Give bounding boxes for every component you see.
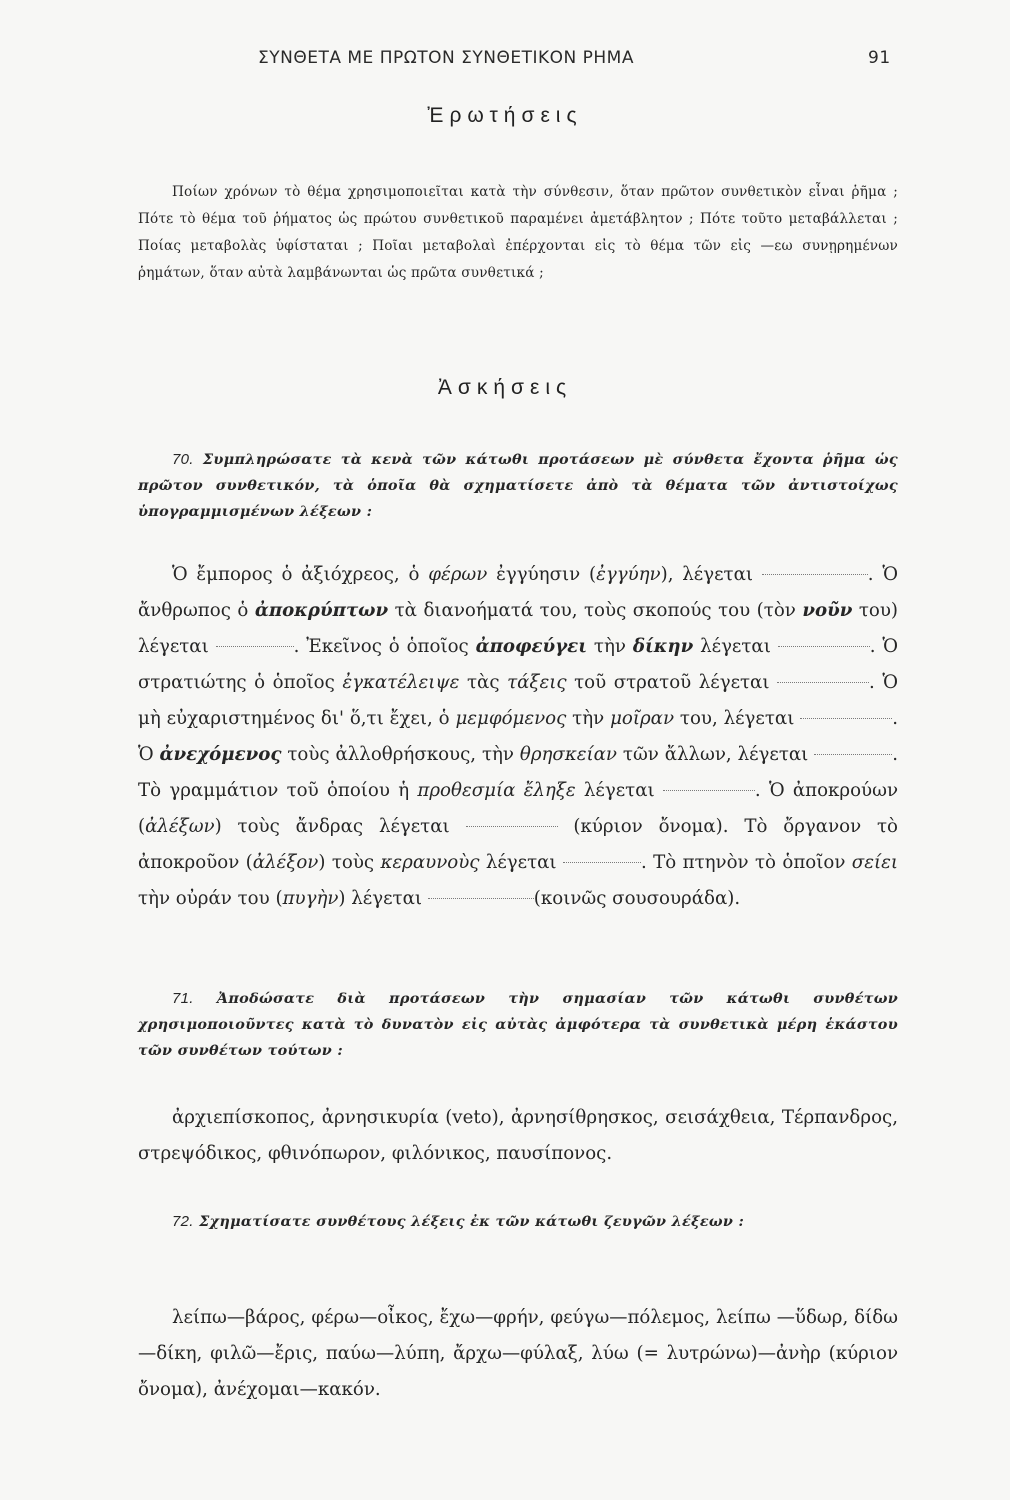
blank-fill-9[interactable] xyxy=(563,861,641,863)
blank-fill-10[interactable] xyxy=(428,897,534,899)
ex70-text: ), λέγεται xyxy=(660,564,762,585)
exercise-70-instruction-text: Συμπληρώσατε τὰ κενὰ τῶν κάτωθι προτάσεων μὲ σύνθετα ἔχοντα ῥῆμα ὡς πρῶτον συνθετικόν, τὰ ὁποῖα θὰ σχηματίσετε ἀπὸ τὰ θέματα τῶν ἀντιστοίχως ὑπογραμμισμένων λέξεων : xyxy=(138,451,898,520)
ex70-text: . Τὸ γραμμάτιον τοῦ ὁποίου ἡ xyxy=(138,744,898,801)
blank-fill-7[interactable] xyxy=(663,789,755,791)
blank-fill-1[interactable] xyxy=(762,573,868,575)
ex70-underlined-word: νοῦν xyxy=(802,600,853,621)
ex70-text: ἐγγύησιν ( xyxy=(487,564,597,585)
ex70-underlined-word: σείει xyxy=(851,852,898,873)
ex70-text: . Ἐκεῖνος ὁ ὁποῖος xyxy=(293,636,476,657)
page-number: 91 xyxy=(868,48,891,68)
ex70-text: τὴν οὐράν του ( xyxy=(138,888,283,909)
ex70-text: Ὁ ἔμπορος ὁ ἀξιόχρεος, ὁ xyxy=(172,564,429,585)
ex70-text: τοῦ στρατοῦ λέγεται xyxy=(566,672,778,693)
ex70-text: τὴν xyxy=(566,708,611,729)
blank-fill-8[interactable] xyxy=(466,825,558,827)
exercise-71-number: 71. xyxy=(172,990,194,1007)
exercise-72-number: 72. xyxy=(172,1213,194,1230)
exercise-71-word-list: ἀρχιεπίσκοπος, ἀρνησικυρία (veto), ἀρνησίθρησκος, σεισάχθεια, Τέρπανδρος, στρεψόδικος, φθινόπωρον, φιλόνικος, παυσίπονος. xyxy=(138,1107,898,1164)
ex70-text: (κύριον ὄνομα). Τὸ ὄργανον τὸ ἀποκροῦον ( xyxy=(138,816,899,873)
exercise-70-number: 70. xyxy=(172,451,194,468)
ex70-text: . Ὁ μὴ εὐχαριστημένος δι' ὅ,τι ἔχει, ὁ xyxy=(138,672,898,729)
ex70-text: τὰς xyxy=(459,672,508,693)
ex70-underlined-word: θρησκείαν xyxy=(519,744,617,765)
ex70-underlined-word: ἀλέξον xyxy=(252,852,319,873)
ex70-underlined-word: κεραυνοὺς xyxy=(380,852,480,873)
exercise-72-instruction-text: Σχηματίσατε συνθέτους λέξεις ἐκ τῶν κάτωθι ζευγῶν λέξεων : xyxy=(199,1213,745,1230)
ex70-text: . Ὁ ἄνθρωπος ὁ xyxy=(138,564,898,621)
exercise-71-instruction xyxy=(138,986,898,1064)
ex70-underlined-word: προθεσμία ἔληξε xyxy=(417,780,576,801)
exercise-71-instruction-text: Ἀποδώσατε διὰ προτάσεων τὴν σημασίαν τῶν κάτωθι συνθέτων χρησιμοποιοῦντες κατὰ τὸ δυνατὸν εἰς αὐτὰς ἀμφότερα τὰ συνθετικὰ μέρη ἑκάστου τῶν συνθέτων τούτων : xyxy=(138,990,899,1059)
ex70-underlined-word: μεμφόμενος xyxy=(455,708,567,729)
blank-fill-5[interactable] xyxy=(800,717,892,719)
exercise-72-instruction xyxy=(172,1209,898,1235)
ex70-underlined-word: πυγὴν xyxy=(282,888,339,909)
ex70-underlined-word: φέρων xyxy=(428,564,488,585)
ex70-text: ) λέγεται xyxy=(338,888,428,909)
ex70-underlined-word: ἀνεχόμενος xyxy=(159,744,282,765)
ex70-underlined-word: δίκην xyxy=(632,636,694,657)
questions-paragraph: Ποίων χρόνων τὸ θέμα χρησιμοποιεῖται κατὰ τὴν σύνθεσιν, ὅταν πρῶτον συνθετικὸν εἶναι ῥῆμα ; Πότε τὸ θέμα τοῦ ῥήματος ὡς πρώτου συνθετικοῦ παραμένει ἀμετάβλητον ; Πότε τοῦτο μεταβάλλεται ; Ποίας μεταβολὰς ὑφίσταται ; Ποῖαι μεταβολαὶ ἐπέρχονται εἰς τὸ θέμα τῶν εἰς —εω συνῃρημένων ῥημάτων, ὅταν αὐτὰ λαμβάνωνται ὡς πρῶτα συνθετικά ; xyxy=(138,184,898,281)
ex70-text: . Ὁ στρατιώτης ὁ ὁποῖος xyxy=(138,636,899,693)
ex70-underlined-word: τάξεις xyxy=(507,672,567,693)
blank-fill-2[interactable] xyxy=(216,645,294,647)
ex70-text: λέγεται xyxy=(479,852,563,873)
blank-fill-4[interactable] xyxy=(777,681,869,683)
ex70-text: λέγεται xyxy=(693,636,778,657)
ex70-text: ) τοὺς xyxy=(318,852,381,873)
running-header xyxy=(0,48,1010,78)
ex70-text: τῶν ἄλλων, λέγεται xyxy=(617,744,815,765)
ex70-text: τὴν xyxy=(587,636,633,657)
ex70-text: λέγεται xyxy=(575,780,663,801)
ex70-text: τοὺς ἀλλοθρήσκους, τὴν xyxy=(281,744,520,765)
ex70-text: . Ὁ ἀποκρούων ( xyxy=(138,780,898,837)
running-title: ΣΥΝΘΕΤΑ ΜΕ ΠΡΩΤΟΝ ΣΥΝΘΕΤΙΚΟΝ ΡΗΜΑ xyxy=(258,48,634,68)
ex70-text: του, λέγεται xyxy=(674,708,801,729)
ex70-text: τὰ διανοήματά του, τοὺς σκοπούς του (τὸν xyxy=(388,600,803,621)
ex70-text: (κοινῶς σουσουράδα). xyxy=(533,888,741,909)
exercises-heading: Ἀσκήσεις xyxy=(437,376,573,399)
exercise-70-body xyxy=(138,557,898,917)
ex70-underlined-word: ἐγγύην xyxy=(596,564,661,585)
ex70-underlined-word: ἀποφεύγει xyxy=(475,636,588,657)
ex70-text: . Ὁ xyxy=(138,708,898,765)
exercise-72-word-pairs: λείπω—βάρος, φέρω—οἶκος, ἔχω—φρήν, φεύγω—πόλεμος, λείπω —ὕδωρ, δίδω—δίκη, φιλῶ—ἔρις, παύω—λύπη, ἄρχω—φύλαξ, λύω (= λυτρώνω)—ἀνὴρ (κύριον ὄνομα), ἀνέχομαι—κακόν. xyxy=(138,1307,898,1400)
ex70-underlined-word: ἐγκατέλειψε xyxy=(342,672,460,693)
ex70-text: του) λέγεται xyxy=(138,600,898,657)
questions-heading: Ἐρωτήσεις xyxy=(427,104,583,127)
blank-fill-3[interactable] xyxy=(778,645,870,647)
ex70-text: . Τὸ πτηνὸν τὸ ὁποῖον xyxy=(640,852,852,873)
exercise-70-instruction xyxy=(138,447,898,525)
ex70-underlined-word: ἀλέξων xyxy=(145,816,215,837)
ex70-underlined-word: ἀποκρύπτων xyxy=(254,600,389,621)
ex70-text: ) τοὺς ἄνδρας λέγεται xyxy=(214,816,466,837)
ex70-underlined-word: μοῖραν xyxy=(610,708,675,729)
blank-fill-6[interactable] xyxy=(814,753,892,755)
